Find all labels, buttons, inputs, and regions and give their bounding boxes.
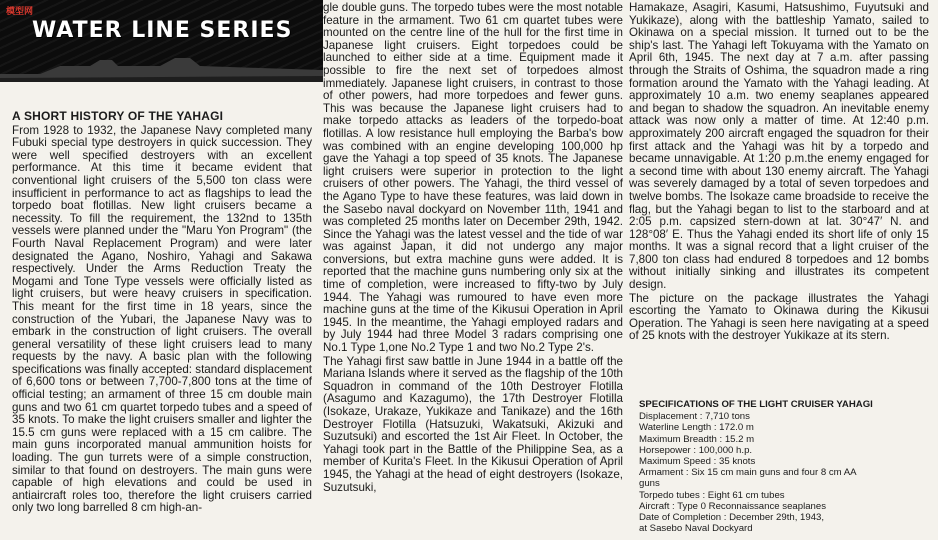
spec-row: Torpedo tubes : Eight 61 cm tubes	[639, 489, 785, 501]
site-watermark: 模型网	[6, 7, 34, 17]
paragraph: The Yahagi first saw battle in June 1944 in a battle off the Mariana Islands where it served as the flagship of the 10th Squadron in command of the 10th Destroyer Flotilla (Asagumo and Kazagumo), the 17th Destroyer Flotilla (Isokaze, Urakaze, Yukikaze and Tanikaze) and the 16th Destroyer Flotilla (Hatsuzuki, Wakatsuki, Akizuki and Suzutsuki) and escorted the 1st Air Fleet. In October, the Yahagi took part in the Battle of the Philippine Sea, as a member of Kurita's Fleet. In the Kikusui Operation of April 1945, the Yahagi at the head of eight destroyers (Isokaze, Suzutsuki,	[323, 354, 623, 494]
text-column-3	[629, 2, 929, 382]
spec-row: Armament : Six 15 cm main guns and four 8 cm AA	[639, 467, 857, 479]
specifications-block	[639, 399, 931, 534]
spec-row: Horsepower : 100,000 h.p.	[639, 444, 753, 456]
spec-row: Waterline Length : 172.0 m	[639, 422, 754, 434]
paragraph: Hamakaze, Asagiri, Kasumi, Hatsushimo, Fuyutsuki and Yukikaze), along with the battleship Yamato, sailed to Okinawa on a special mission. It turned out to be the ship's last. The Yahagi left Tokuyama with the Yamato on April 6th, 1945. The next day at 7 a.m. after passing through the Straits of Oshima, the squadron made a ring formation around the Yamato with the Yahagi leading. At approximately 10 a.m. two enemy seaplanes appeared and began to shadow the squadron. An inevitable enemy attack was now only a matter of time. At 12:40 p.m. approximately 200 aircraft engaged the squadron for their first attack and the Yahagi was hit by a torpedo and became unnavigable. At 1:20 p.m.the enemy engaged for a second time with about 130 enemy aircraft. The Yahagi was severely damaged by a total of seven torpedoes and twelve bombs. The Isokaze came broadside to receive the flag, but the Yahagi began to list to the starboard and at 2:05 p.m. capsized stern-down at lat. 30°47′ N. and 128°08′ E. Thus the Yahagi ended its short life of only 15 months. It was a signal record that a light cruiser of the 7,800 ton class had endured 8 torpedoes and 12 bombs without initially sinking and illustrates its competent design.	[629, 2, 929, 292]
spec-row: Maximum Breadth : 15.2 m	[639, 433, 755, 445]
spec-row: Displacement : 7,710 tons	[639, 411, 750, 423]
series-title: WATER LINE SERIES	[32, 18, 293, 43]
spec-row: Maximum Speed : 35 knots	[639, 456, 756, 468]
specifications-title: SPECIFICATIONS OF THE LIGHT CRUISER YAHAGI	[639, 399, 873, 410]
spec-row: guns	[639, 478, 660, 490]
text-column-1	[12, 110, 312, 540]
spec-row: at Sasebo Naval Dockyard	[639, 523, 753, 535]
spec-row: Aircraft : Type 0 Reconnaissance seaplanes	[639, 500, 827, 512]
text-column-2	[323, 2, 623, 540]
ship-silhouette-icon	[0, 54, 323, 82]
spec-row: Date of Completion : December 29th, 1943,	[639, 512, 825, 524]
paragraph: The picture on the package illustrates the Yahagi escorting the Yamato to Okinawa during the Kikusui Operation. The Yahagi is seen here navigating at a speed of 25 knots with the destroyer Yukikaze at its stern.	[629, 291, 929, 343]
series-banner	[0, 0, 323, 82]
article-heading: A SHORT HISTORY OF THE YAHAGI	[12, 110, 224, 123]
paragraph: gle double guns. The torpedo tubes were the most notable feature in the armament. Two 61 cm quartet tubes were mounted on the centre line of the hull for the first time in Japanese light cruisers. Eight torpedoes could be launched to either side at a time. Equipment made it possible to fire the next set of torpedoes almost immediately. Japanese light cruisers, in contrast to those of other powers, had more torpedoes and fewer guns. This was because the Japanese light cruisers had to make torpedo attacks as leaders of the torpedo-boat flotillas. A low resistance hull employing the Barba's bow was combined with an engine developing 100,000 hp gave the Yahagi a top speed of 35 knots. The Japanese light cruisers were superior in protection to the light cruisers of other powers. The Yahagi, the third vessel of the Agano Type to have these features, was laid down in the Sasebo naval dockyard on November 11th, 1941 and was completed 25 months later on December 29th, 1942. Since the Yahagi was the latest vessel and the tide of war was against Japan, it did not undergo any major conversions, but extra machine guns were added. It is reported that the machine guns numbering only six at the time of completion, were increased to fifty-two by July 1944. The Yahagi was rumoured to have even more machine guns at the time of the Kikusui Operation in April 1945. In the meantime, the Yahagi employed radars and by July 1944 had three Model 3 radars comprising one No.1 Type 1,one No.2 Type 1 and two No.2 Type 2's.	[323, 2, 623, 355]
paragraph: From 1928 to 1932, the Japanese Navy completed many Fubuki special type destroyers in quick succession. They were well specified destroyers with an excellent performance. At this time it became evident that conventional light cruisers of the 5,500 ton class were insufficient in performance to act as flagships to lead the torpedo boat flotillas. New light cruisers became a necessity. To fill the requirement, the 132nd to 135th vessels were planned under the "Maru Yon Program" (the Fourth Naval Replacement Program) and were later designated the Agano, Noshiro, Yahagi and Sakawa respectively. Under the Arms Reduction Treaty the Mogami and Tone Type vessels were officially listed as light cruisers, but were heavy cruisers in specification. This meant for the first time in 18 years, since the construction of the Yubari, the Japanese Navy was to embark in the construction of light cruisers. The overall general versatility of these light cruisers lead to many requests by the navy. A basic plan with the following specifications was finally accepted: standard displacement of 6,600 tons or between 7,700-7,800 tons at the time of official testing; an armament of three 15 cm double main guns and two 61 cm quartet torpedo tubes and a speed of 35 knots. To make the light cruisers smaller and lighter the 15.5 cm guns were replaced with a 15 cm calibre. The main guns incorporated manual ammunition hoists for loading. The gun turrets were of a simple construction, similar to that found on destroyers. The main guns were capable of high elevations and could be used in antiaircraft roles too, therefore the light cruisers carried only two long barrelled 8 cm high-an-	[12, 123, 312, 515]
